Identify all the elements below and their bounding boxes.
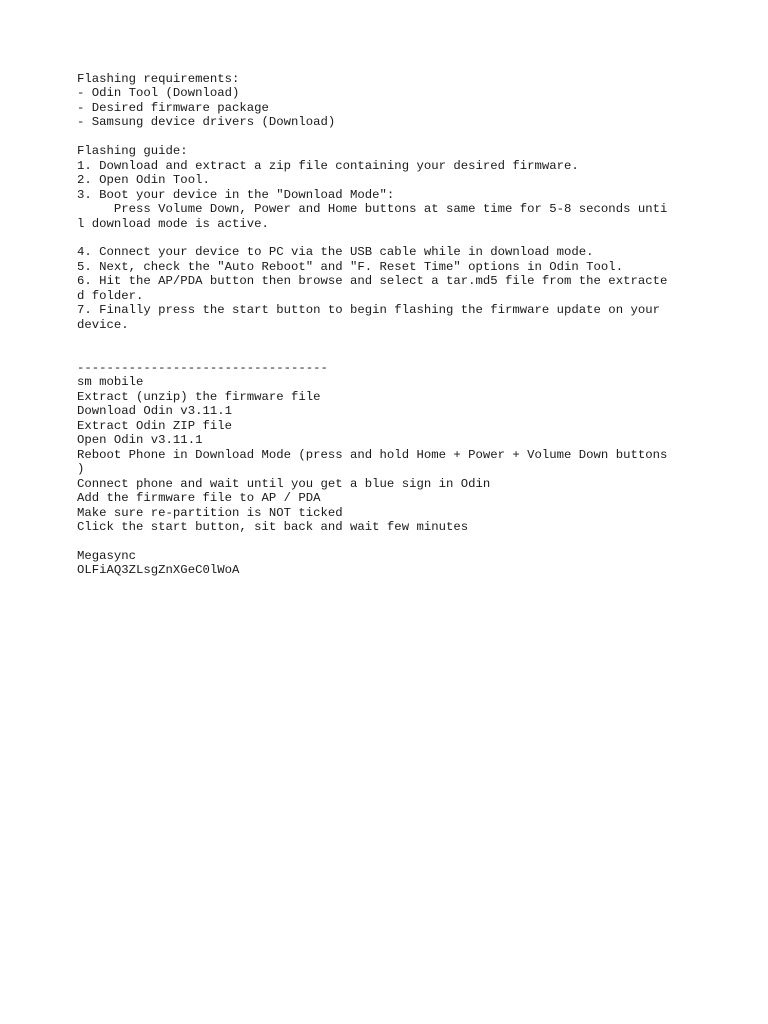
text-line: Megasync bbox=[77, 548, 137, 563]
text-line bbox=[77, 130, 717, 144]
text-line: Connect phone and wait until you get a blue sign in Odin bbox=[77, 476, 491, 491]
text-line: Add the firmware file to AP / PDA bbox=[77, 491, 321, 506]
text-line: 2. Open Odin Tool. bbox=[77, 173, 210, 188]
document-text bbox=[77, 72, 717, 578]
text-line bbox=[77, 231, 717, 245]
text-line: Open Odin v3.11.1 bbox=[77, 433, 203, 448]
text-line: 1. Download and extract a zip file containing your desired firmware. bbox=[77, 158, 579, 173]
text-line: OLFiAQ3ZLsgZnXGeC0lWoA bbox=[77, 563, 240, 578]
text-line bbox=[77, 347, 717, 361]
text-line: Reboot Phone in Download Mode (press and hold Home + Power + Volume Down buttons bbox=[77, 447, 668, 462]
text-line: Flashing requirements: bbox=[77, 72, 240, 86]
text-line: Click the start button, sit back and wait few minutes bbox=[77, 519, 469, 534]
text-line: - Desired firmware package bbox=[77, 100, 269, 115]
text-line: 4. Connect your device to PC via the USB cable while in download mode. bbox=[77, 245, 594, 260]
text-line: ) bbox=[77, 462, 85, 477]
text-line: - Samsung device drivers (Download) bbox=[77, 115, 336, 130]
text-line: d folder. bbox=[77, 288, 144, 303]
text-line: Press Volume Down, Power and Home buttons at same time for 5-8 seconds unti bbox=[77, 202, 668, 217]
text-line: 5. Next, check the "Auto Reboot" and "F. Reset Time" options in Odin Tool. bbox=[77, 259, 624, 274]
text-line: Extract Odin ZIP file bbox=[77, 418, 232, 433]
text-line: - Odin Tool (Download) bbox=[77, 86, 240, 101]
text-line: sm mobile bbox=[77, 375, 144, 390]
text-line: Extract (unzip) the firmware file bbox=[77, 389, 321, 404]
text-line bbox=[77, 332, 717, 346]
text-line: 3. Boot your device in the "Download Mode": bbox=[77, 187, 395, 202]
text-line: l download mode is active. bbox=[77, 216, 269, 231]
text-line: Download Odin v3.11.1 bbox=[77, 404, 232, 419]
text-line: 7. Finally press the start button to begin flashing the firmware update on your bbox=[77, 303, 660, 318]
text-line: Flashing guide: bbox=[77, 144, 188, 159]
text-line: device. bbox=[77, 317, 129, 332]
text-line: Make sure re-partition is NOT ticked bbox=[77, 505, 343, 520]
text-line: 6. Hit the AP/PDA button then browse and select a tar.md5 file from the extracte bbox=[77, 274, 668, 289]
text-line bbox=[77, 534, 717, 548]
separator-line: ---------------------------------- bbox=[77, 361, 328, 375]
